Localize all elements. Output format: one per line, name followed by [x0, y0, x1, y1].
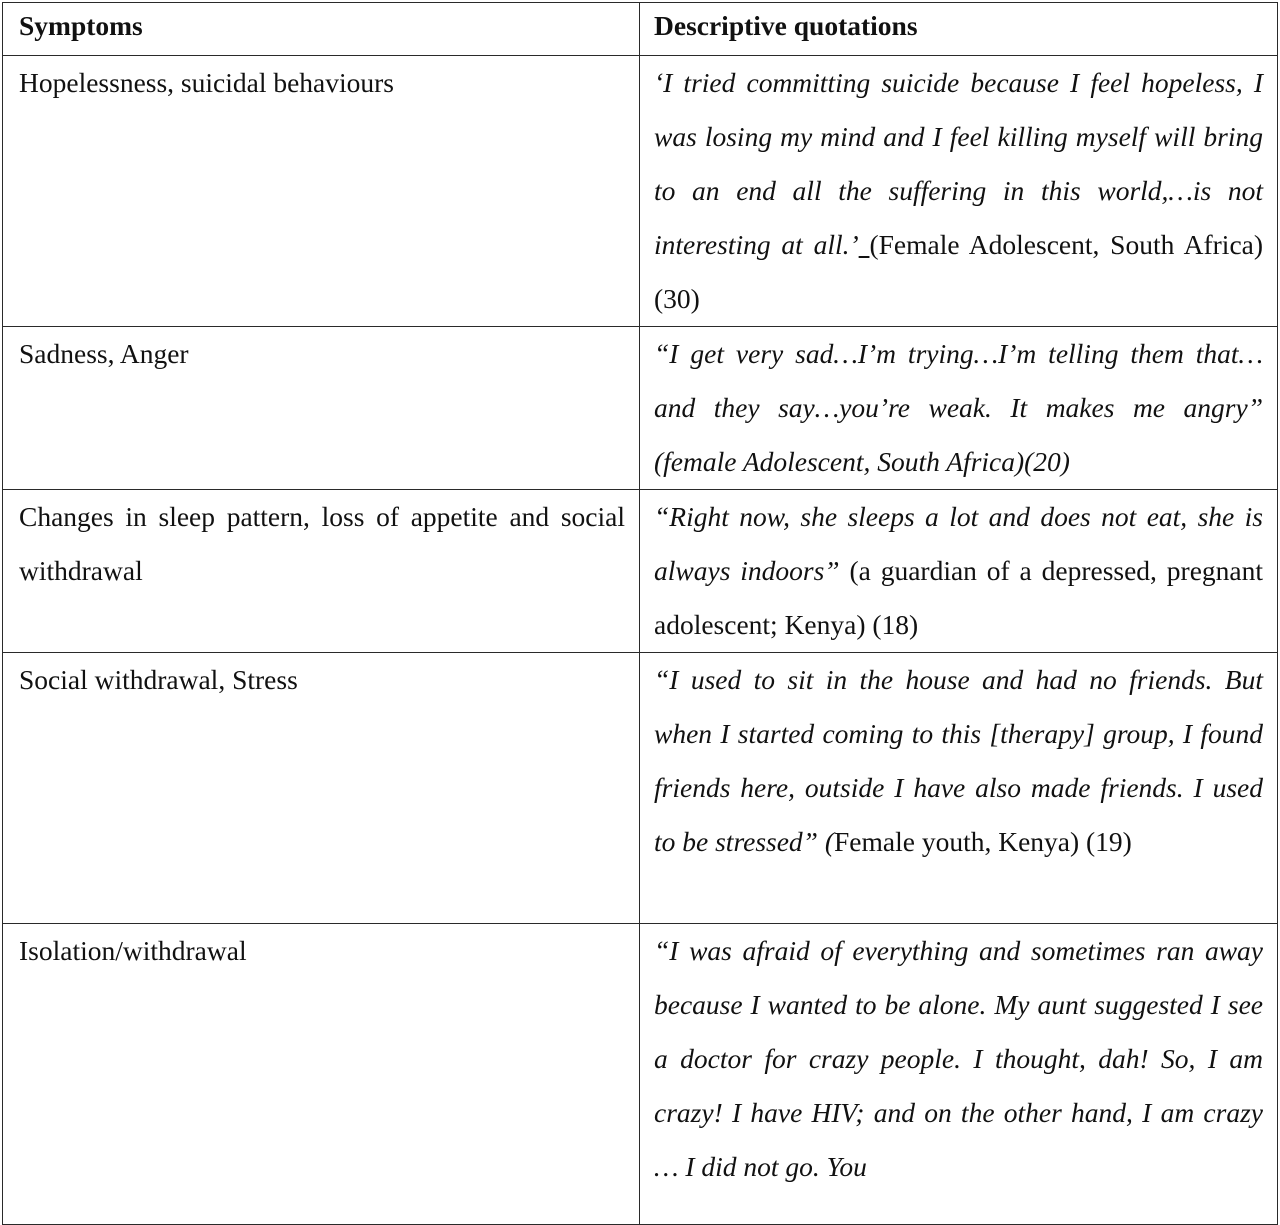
quotation-cell	[640, 490, 1278, 653]
quote-text: “I used to sit in the house and had no friends. But when I started coming to this [therapy] group, I found friends here, outside I have also made friends. I used to be stressed” (	[654, 664, 1263, 857]
table-row	[3, 490, 1278, 653]
quote-attribution: (a guardian of a depressed, pregnant adolescent; Kenya) (18)	[654, 555, 1264, 640]
symptoms-quotations-table	[2, 2, 1278, 1225]
symptom-cell: Sadness, Anger	[3, 327, 640, 490]
symptom-cell: Changes in sleep pattern, loss of appetite and social withdrawal	[3, 490, 640, 653]
quotation-cell	[640, 327, 1278, 490]
symptom-cell: Social withdrawal, Stress	[3, 653, 640, 924]
quote-text: “Right now, she sleeps a lot and does not eat, she is always indoors”	[654, 501, 1263, 586]
quote-attribution: (Female Adolescent, South Africa) (30)	[654, 229, 1264, 314]
quote-underline	[859, 229, 870, 260]
quote-text: “I was afraid of everything and sometimes ran away because I wanted to be alone. My aunt suggested I see a doctor for crazy people. I thought, dah! So, I am crazy! I have HIV; and on the other hand, I am crazy … I did not go. You	[654, 935, 1263, 1182]
symptom-cell: Isolation/withdrawal	[3, 924, 640, 1225]
symptom-cell: Hopelessness, suicidal behaviours	[3, 56, 640, 327]
table-row	[3, 924, 1278, 1225]
table-row	[3, 653, 1278, 924]
table-row	[3, 56, 1278, 327]
table-row	[3, 327, 1278, 490]
quotation-cell	[640, 653, 1278, 924]
quotation-cell	[640, 924, 1278, 1225]
table-header-row	[3, 3, 1278, 56]
quote-text: “I get very sad…I’m trying…I’m telling them that…and they say…you’re weak. It makes me angry” (female Adolescent, South Africa)(20)	[654, 338, 1263, 477]
column-header-quotations: Descriptive quotations	[640, 3, 1278, 56]
quote-text: ‘I tried committing suicide because I feel hopeless, I was losing my mind and I feel killing myself will bring to an end all the suffering in this world,…is not interesting at all.’	[654, 67, 1263, 260]
column-header-symptoms: Symptoms	[3, 3, 640, 56]
quotation-cell	[640, 56, 1278, 327]
quote-attribution: Female youth, Kenya) (19)	[834, 826, 1132, 857]
